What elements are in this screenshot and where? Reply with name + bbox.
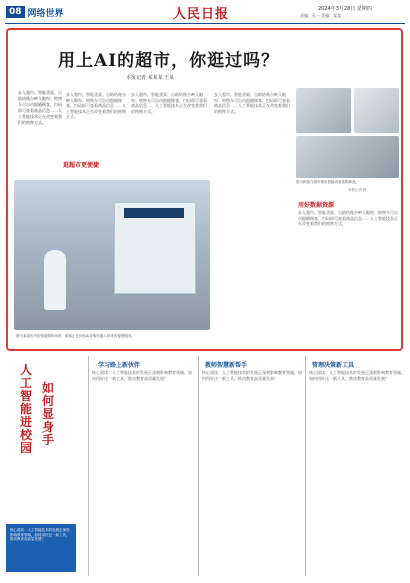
article-column-1: [66, 92, 126, 154]
education-column-2-text: 核心阅读：人工智能技术的发展正深刻影响教育领域，如何用好这一新工具，推动教育高质量发展？: [202, 370, 302, 381]
section-number: 08: [6, 6, 25, 18]
supermarket-hall-photo: [14, 180, 210, 330]
education-headline-part2: 进校园: [20, 415, 33, 455]
column-2-text: 步入超市，智能货架、自助结账台映入眼帘；购物车可自动跟随顾客，扫码即可查看商品信息……人工智能技术正在改变着我们的购物方式。: [131, 92, 207, 114]
column-divider: [305, 356, 306, 576]
education-column-3: [309, 370, 405, 575]
lower-section: [0, 356, 410, 583]
shopping-photo: [354, 88, 399, 133]
column-divider: [198, 356, 199, 576]
education-headline-part1: 人工智能: [20, 363, 33, 416]
right-photo-caption: 图为顾客在超市使用智能设备选购商品。: [296, 180, 359, 184]
booth-sign: [124, 208, 184, 218]
newspaper-logo: 人民日报: [173, 7, 230, 22]
column-divider: [88, 356, 89, 576]
article-headline[interactable]: 用上AI的超市，你逛过吗？: [58, 51, 280, 71]
checkout-photo: [296, 136, 399, 178]
article-column-3: [214, 92, 292, 327]
feature-article-highlight[interactable]: [6, 28, 403, 351]
column-3-text: 步入超市，智能货架、自助结账台映入眼帘；购物车可自动跟随顾客，扫码即可查看商品信息……人工智能技术正在改变着我们的购物方式。: [214, 92, 290, 114]
smart-device-photo: [296, 88, 351, 133]
lead-text: 步入超市，智能货架、自助结账台映入眼帘；购物车可自动跟随顾客，扫码即可查看商品信息……人工智能技术正在改变着我们的购物方式。: [18, 90, 62, 125]
photo-credit: 本报记者 摄: [348, 188, 367, 192]
masthead-rule: [5, 23, 405, 24]
education-column-2: [202, 370, 302, 575]
column-heading-teacher: 教师智慧新帮手: [205, 362, 248, 369]
column-1-text: 步入超市，智能货架、自助结账台映入眼帘；购物车可自动跟随顾客，扫码即可查看商品信息……人工智能技术正在改变着我们的购物方式。: [66, 92, 126, 119]
issue-date: 2024年3月28日 星期四: [318, 6, 372, 12]
column-heading-management: 管理决策新工具: [312, 362, 355, 369]
article-column-4: [298, 210, 398, 328]
hall-photo-caption: 图为某超市内的智能购物场景，顾客正在体验AI导购机器人带来的便捷服务。: [16, 334, 135, 338]
column-4-text: 步入超市，智能货架、自助结账台映入眼帘；购物车可自动跟随顾客，扫码即可查看商品信息……人工智能技术正在改变着我们的购物方式。: [298, 210, 398, 226]
core-reading-text: 核心阅读：人工智能技术的发展正深刻影响教育领域，如何用好这一新工具，推动教育高质量发展？: [10, 528, 70, 541]
education-column-1-text: 核心阅读：人工智能技术的发展正深刻影响教育领域，如何用好这一新工具，推动教育高质量发展？: [92, 370, 192, 381]
lead-paragraph: [18, 90, 62, 190]
education-column-3-text: 核心阅读：人工智能技术的发展正深刻影响教育领域，如何用好这一新工具，推动教育高质量发展？: [309, 370, 405, 381]
section-badge: [6, 6, 64, 18]
section-name: 网络世界: [27, 8, 64, 19]
subhead-convenience: 逛超市更便捷: [63, 162, 100, 169]
robot-figure: [44, 250, 66, 310]
education-headline-part3: 如何显身手: [42, 381, 55, 447]
education-column-1: [92, 370, 194, 575]
editor-credits: 责编：孔一 美编：某某: [300, 13, 342, 18]
column-heading-study: 学习路上新伙伴: [98, 362, 141, 369]
article-column-2: [131, 92, 209, 177]
subhead-data: 用好数据资源: [298, 202, 335, 209]
masthead: [0, 0, 410, 24]
article-byline: 本报记者 某某某 王某: [126, 75, 175, 81]
